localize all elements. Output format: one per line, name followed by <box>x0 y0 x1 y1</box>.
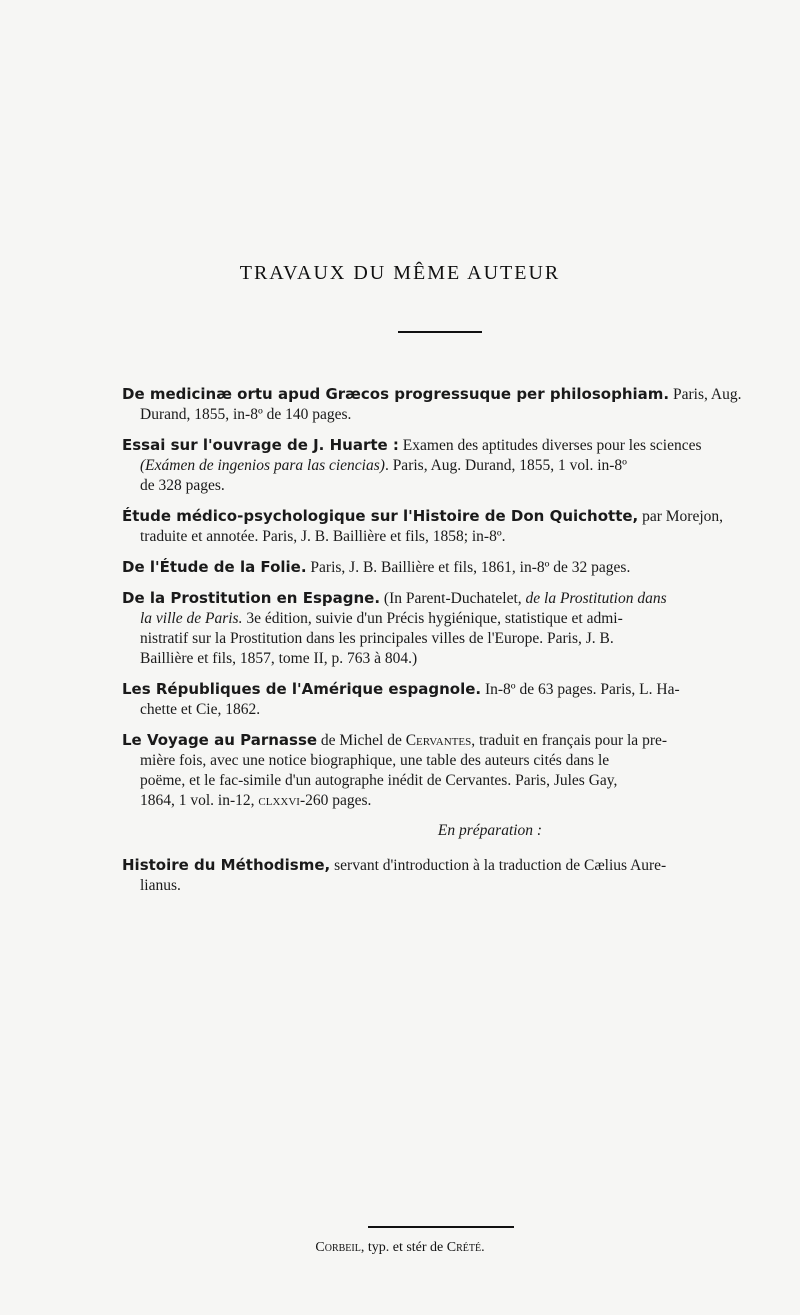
entry-text: servant d'introduction à la traduction de Cælius Aure- <box>330 857 667 874</box>
entry-smallcaps-text: clxxvi <box>258 792 300 809</box>
entry-italic-text: de la Prostitution dans <box>525 590 667 607</box>
list-item <box>122 730 758 811</box>
entry-text: 1864, 1 vol. in-12, <box>140 792 259 809</box>
list-item <box>122 557 758 578</box>
preparation-heading: En préparation : <box>437 822 543 839</box>
entry-text: (In Parent-Duchatelet, <box>380 590 526 607</box>
entry-text: mière fois, avec une notice biographique, une table des auteurs cités dans le <box>140 752 610 769</box>
list-item <box>122 435 758 496</box>
page-title: TRAVAUX DU MÊME AUTEUR <box>239 262 561 284</box>
bibliography-list <box>122 384 758 906</box>
entry-text: lianus. <box>140 877 181 894</box>
entry-text: traduite et annotée. Paris, J. B. Baillière et fils, 1858; in-8º. <box>140 528 506 545</box>
list-item <box>122 384 758 425</box>
entry-title: Histoire du Méthodisme, <box>122 856 331 874</box>
list-item <box>122 588 758 669</box>
entry-text: -260 pages. <box>299 792 372 809</box>
entry-text: In-8º de 63 pages. Paris, L. Ha- <box>481 681 680 698</box>
entry-text: , traduit en français pour la pre- <box>471 732 668 749</box>
imprint-end: . <box>481 1240 485 1255</box>
entry-smallcaps-text: Cervantes <box>405 732 472 749</box>
entry-title: Étude médico-psychologique sur l'Histoire de Don Quichotte, <box>122 507 639 525</box>
entry-title: Essai sur l'ouvrage de J. Huarte : <box>122 436 399 454</box>
list-item <box>122 855 758 896</box>
entry-text: chette et Cie, 1862. <box>140 701 261 718</box>
entry-text: Paris, Aug. <box>669 386 742 403</box>
entry-text: de 328 pages. <box>140 477 225 494</box>
entry-text: 3e édition, suivie d'un Précis hygiénique, statistique et admi- <box>242 610 623 627</box>
entry-title: De la Prostitution en Espagne. <box>122 589 381 607</box>
list-item <box>122 679 758 720</box>
imprint-text: , typ. et stér de <box>360 1240 447 1255</box>
entry-text: poëme, et le fac-simile d'un autographe inédit de Cervantes. Paris, Jules Gay, <box>140 772 618 789</box>
entry-text: nistratif sur la Prostitution dans les principales villes de l'Europe. Paris, J. B. <box>140 630 614 647</box>
entry-title: De l'Étude de la Folie. <box>122 558 307 576</box>
entry-text: Baillière et fils, 1857, tome II, p. 763 à 804.) <box>140 650 418 667</box>
entry-title: De medicinæ ortu apud Græcos progressuque per philosophiam. <box>122 385 670 403</box>
entry-italic-text: la ville de Paris. <box>140 610 243 627</box>
entry-text: par Morejon, <box>638 508 724 525</box>
imprint-city: Corbeil <box>315 1240 361 1255</box>
entry-text: Examen des aptitudes diverses pour les sciences <box>398 437 702 454</box>
entry-text: . Paris, Aug. Durand, 1855, 1 vol. in-8º <box>384 457 627 474</box>
entry-text-block <box>122 456 758 476</box>
printer-imprint <box>0 1240 800 1256</box>
footer-divider <box>368 1226 514 1228</box>
imprint-printer: Crété <box>446 1240 482 1255</box>
entry-text: Paris, J. B. Baillière et fils, 1861, in-8º de 32 pages. <box>306 559 631 576</box>
entry-italic-text: (Exámen de ingenios para las ciencias) <box>140 457 385 474</box>
title-divider <box>398 331 482 333</box>
entry-text: de Michel de <box>317 732 406 749</box>
entry-title: Les Républiques de l'Amérique espagnole. <box>122 680 482 698</box>
entry-text-block <box>122 609 758 629</box>
entry-text: Durand, 1855, in-8º de 140 pages. <box>140 406 352 423</box>
list-item <box>122 506 758 547</box>
entry-title: Le Voyage au Parnasse <box>122 731 318 749</box>
entry-text-block <box>122 791 758 811</box>
